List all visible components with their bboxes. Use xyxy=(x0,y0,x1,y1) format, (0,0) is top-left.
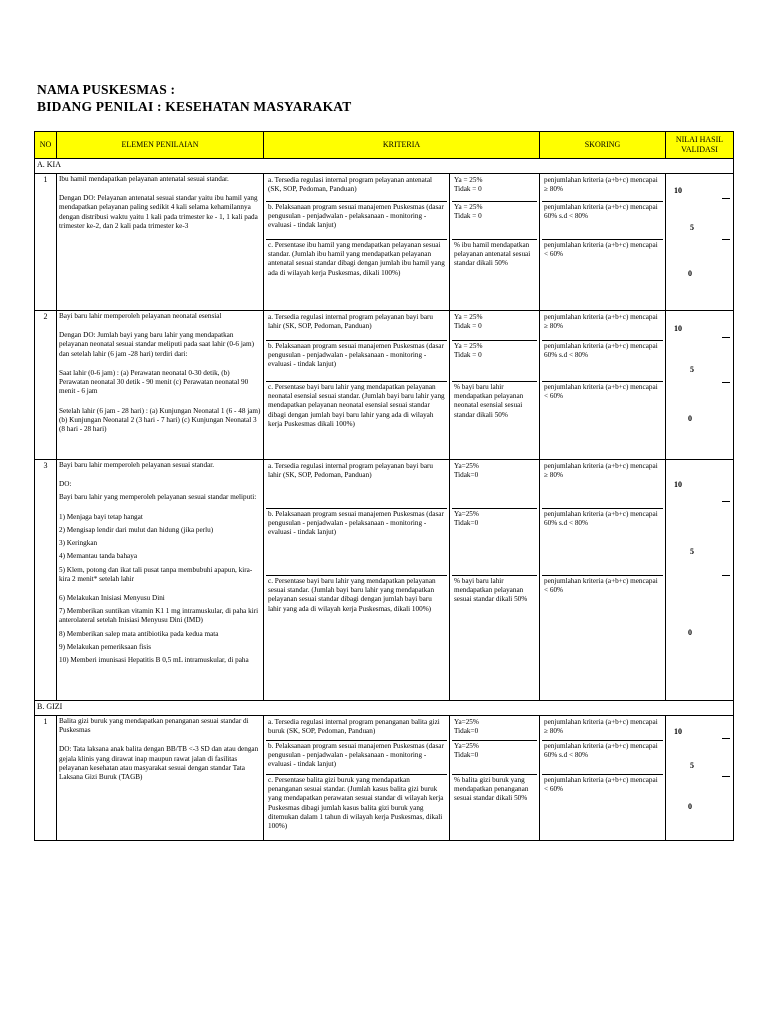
opsi-text: Tidak = 0 xyxy=(454,322,482,331)
opsi-text: Tidak = 0 xyxy=(454,212,482,221)
kriteria-cell xyxy=(264,460,450,701)
kriteria-item: a. Tersedia regulasi internal program penanganan balita gizi buruk (SK, SOP, Pedoman, Panduan) xyxy=(266,717,447,741)
nilai-divider xyxy=(722,198,730,199)
elemen-text: Bayi baru lahir memperoleh pelayanan sesuai standar. xyxy=(59,461,215,469)
nilai-score: 5 xyxy=(690,761,695,770)
elemen-cell xyxy=(57,174,264,311)
skoring-item: penjumlahan kriteria (a+b+c) mencapai ≥ 80% xyxy=(542,717,663,741)
opsi-text: Ya = 25% xyxy=(454,342,483,350)
table-header-row xyxy=(35,132,734,159)
section-row xyxy=(35,159,734,174)
elemen-text: 8) Memberikan salep mata antibiotika pada kedua mata xyxy=(59,629,219,638)
skoring-item: penjumlahan kriteria (a+b+c) mencapai ≥ 80% xyxy=(542,175,663,202)
section-row xyxy=(35,701,734,716)
elemen-text: DO: Tata laksana anak balita dengan BB/TB <-3 SD dan atau dengan gejala klinis yang dirawat inap maupun rawat jalan di fasilitas pelayanan kesehatan atau masyarakat sesuai dengan standar Tata Laksana Gizi Buruk (TAGB) xyxy=(59,745,259,782)
nilai-divider xyxy=(722,501,730,502)
nilai-score: 5 xyxy=(690,365,695,374)
elemen-text: Dengan DO: Jumlah bayi yang baru lahir yang mendapatkan pelayanan neonatal sesuai standar meliputi pada saat lahir (0-6 jam) dan setelah lahir (6 jam -28 hari) terdiri dari: xyxy=(59,331,254,358)
skoring-item: penjumlahan kriteria (a+b+c) mencapai ≥ 80% xyxy=(542,312,663,341)
skoring-item: penjumlahan kriteria (a+b+c) mencapai < 60% xyxy=(544,241,658,259)
kriteria-item: a. Tersedia regulasi internal program pelayanan bayi baru lahir (SK, SOP, Pedoman, Panduan) xyxy=(266,461,447,509)
skoring-cell xyxy=(540,716,666,841)
nilai-score: 10 xyxy=(674,727,683,736)
opsi-text: % ibu hamil mendapatkan pelayanan antenatal sesuai standar dikali 50% xyxy=(454,241,531,268)
col-header-elemen: ELEMEN PENILAIAN xyxy=(57,132,264,159)
kriteria-cell xyxy=(264,174,450,311)
table-row xyxy=(35,174,734,311)
opsi-item xyxy=(452,717,537,741)
nilai-divider xyxy=(722,382,730,383)
elemen-text: Bayi baru lahir yang memperoleh pelayanan sesuai standar meliputi: xyxy=(59,493,257,502)
table-row xyxy=(35,716,734,841)
elemen-text: Setelah lahir (6 jam - 28 hari) : (a) Kunjungan Neonatal 1 (6 - 48 jam) (b) Kunjungan Neonatal 2 (3 hari - 7 hari) (c) Kunjungan Neonatal 3 (8 hari - 28 hari) xyxy=(59,406,261,433)
opsi-text: Ya=25% xyxy=(454,510,479,518)
kriteria-item: b. Pelaksanaan program sesuai manajemen Puskesmas (dasar pengusulan - penjadwalan - pelaksanaan - monitoring - evaluasi - tindak lanjut) xyxy=(266,741,447,775)
nilai-cell xyxy=(666,174,734,311)
elemen-cell xyxy=(57,460,264,701)
nilai-score: 5 xyxy=(690,547,695,556)
kriteria-item: c. Persentase bayi baru lahir yang mendapatkan pelayanan neonatal esensial sesuai standar. (Jumlah bayi baru lahir yang mendapatkan pelayanan neonatal esensial sesuai standar dibagi dengan jumlah bayi baru lahir yang ada di wilayah kerja Puskesmas dikali 100%) xyxy=(268,383,445,428)
row-number: 2 xyxy=(35,311,57,460)
elemen-text: 3) Keringkan xyxy=(59,539,98,548)
nilai-cell xyxy=(666,311,734,460)
table-row xyxy=(35,311,734,460)
table-row xyxy=(35,460,734,701)
kriteria-item: c. Persentase bayi baru lahir yang mendapatkan pelayanan sesuai standar. (Jumlah bayi baru lahir yang mendapatkan pelayanan sesuai standar dibagi dengan jumlah bayi baru lahir yang ada di wilayah kerja Puskesmas, dikali 100%) xyxy=(268,577,436,613)
kriteria-item: a. Tersedia regulasi internal program pelayanan antenatal (SK, SOP, Pedoman, Panduan) xyxy=(266,175,447,202)
opsi-text: Ya=25% xyxy=(454,718,479,726)
kriteria-item: b. Pelaksanaan program sesuai manajemen Puskesmas (dasar pengusulan - penjadwalan - pelaksanaan - monitoring - evaluasi - tindak lanjut) xyxy=(266,341,447,382)
nilai-divider xyxy=(722,776,730,777)
elemen-text: 2) Mengisap lendir dari mulut dan hidung (jika perlu) xyxy=(59,525,214,534)
opsi-item xyxy=(452,461,537,509)
opsi-text: Ya = 25% xyxy=(454,203,483,211)
opsi-text: Tidak=0 xyxy=(454,519,479,528)
opsi-cell xyxy=(450,174,540,311)
nilai-wrap xyxy=(668,175,731,309)
opsi-cell xyxy=(450,460,540,701)
opsi-text: % bayi baru lahir mendapatkan pelayanan sesuai standar dikali 50% xyxy=(454,577,528,604)
nilai-score: 5 xyxy=(690,223,695,232)
opsi-text: Ya=25% xyxy=(454,742,479,750)
opsi-text: Tidak = 0 xyxy=(454,351,482,360)
nilai-score: 10 xyxy=(674,480,683,489)
opsi-text: % balita gizi buruk yang mendapatkan penanganan sesuai standar dikali 50% xyxy=(454,776,529,803)
section-title: A. KIA xyxy=(35,159,734,174)
nilai-score: 0 xyxy=(688,628,693,637)
skoring-cell xyxy=(540,311,666,460)
opsi-text: Ya = 25% xyxy=(454,176,483,184)
form-title-bidang: BIDANG PENILAI : KESEHATAN MASYARAKAT xyxy=(37,99,352,114)
elemen-text: 4) Memantau tanda bahaya xyxy=(59,552,138,561)
elemen-text: 5) Klem, potong dan ikat tali pusat tanpa membubuhi apapun, kira- kira 2 menit* setelah lahir xyxy=(59,565,253,583)
opsi-cell xyxy=(450,311,540,460)
elemen-text: Bayi baru lahir memperoleh pelayanan neonatal esensial xyxy=(59,312,222,320)
opsi-text: Tidak = 0 xyxy=(454,185,482,194)
elemen-text: 6) Melakukan Inisiasi Menyusu Dini xyxy=(59,593,165,602)
opsi-item xyxy=(452,312,537,341)
col-header-nilai: NILAI HASIL VALIDASI xyxy=(666,132,734,159)
kriteria-item: c. Persentase balita gizi buruk yang mendapatkan penanganan sesuai standar. (Jumlah kasus balita gizi buruk yang mendapatkan perawatan sesuai standar di wilayah kerja Puskesmas dibagi jumlah kasus balita gizi buruk yang ditemukan dalam 1 tahun di wilayah kerja Puskesmas, dikali 100%) xyxy=(268,776,444,831)
kriteria-item: a. Tersedia regulasi internal program pelayanan bayi baru lahir (SK, SOP, Pedoman, Panduan) xyxy=(266,312,447,341)
skoring-item: penjumlahan kriteria (a+b+c) mencapai < 60% xyxy=(544,776,658,794)
opsi-item xyxy=(452,202,537,240)
form-title-puskesmas: NAMA PUSKESMAS : xyxy=(37,82,176,97)
elemen-text: Balita gizi buruk yang mendapatkan penanganan sesuai standar di Puskesmas xyxy=(59,717,249,735)
opsi-text: Tidak=0 xyxy=(454,727,479,736)
col-header-skoring: SKORING xyxy=(540,132,666,159)
skoring-cell xyxy=(540,460,666,701)
kriteria-item: c. Persentase ibu hamil yang mendapatkan pelayanan sesuai standar. (Jumlah ibu hamil yang mendapatkan pelayanan antenatal sesuai standar dibagi dengan jumlah ibu hamil yang ada di wilayah kerja Puskesmas, dikali 100%) xyxy=(268,241,445,277)
opsi-item xyxy=(452,341,537,382)
skoring-item: penjumlahan kriteria (a+b+c) mencapai < 60% xyxy=(544,577,658,595)
nilai-wrap xyxy=(668,461,731,699)
assessment-table xyxy=(34,131,734,841)
section-title: B. GIZI xyxy=(35,701,734,716)
col-header-kriteria: KRITERIA xyxy=(264,132,540,159)
opsi-item xyxy=(452,240,537,309)
opsi-text: % bayi baru lahir mendapatkan pelayanan neonatal esensial sesuai standar dikali 50% xyxy=(454,383,524,419)
skoring-cell xyxy=(540,174,666,311)
opsi-item xyxy=(452,576,537,699)
nilai-score: 10 xyxy=(674,324,683,333)
nilai-divider xyxy=(722,738,730,739)
skoring-item: penjumlahan kriteria (a+b+c) mencapai 60% s.d < 80% xyxy=(542,509,663,576)
kriteria-cell xyxy=(264,716,450,841)
skoring-item: penjumlahan kriteria (a+b+c) mencapai 60% s.d < 80% xyxy=(542,741,663,775)
nilai-score: 10 xyxy=(674,186,683,195)
nilai-divider xyxy=(722,239,730,240)
nilai-wrap xyxy=(668,717,731,839)
kriteria-item: b. Pelaksanaan program sesuai manajemen Puskesmas (dasar pengusulan - penjadwalan - pelaksanaan - monitoring - evaluasi - tindak lanjut) xyxy=(266,202,447,240)
opsi-item xyxy=(452,775,537,837)
skoring-item: penjumlahan kriteria (a+b+c) mencapai < 60% xyxy=(544,383,658,401)
row-number: 1 xyxy=(35,174,57,311)
opsi-text: Tidak=0 xyxy=(454,751,479,760)
kriteria-cell xyxy=(264,311,450,460)
elemen-text: 7) Memberikan suntikan vitamin K1 1 mg intramuskular, di paha kiri anterolateral setelah Inisiasi Menyusu Dini (IMD) xyxy=(59,607,259,625)
elemen-text: Dengan DO: Pelayanan antenatal sesuai standar yaitu ibu hamil yang mendapatkan pelayanan paling sedikit 4 kali selama kehamilannya dengan distribusi waktu yaitu 1 kali pada trimester ke - 1, 1 kali pada trimester ke-2, dan 2 kali pada trimester ke-3 xyxy=(59,194,258,230)
row-number: 1 xyxy=(35,716,57,841)
kriteria-item: b. Pelaksanaan program sesuai manajemen Puskesmas (dasar pengusulan - penjadwalan - pelaksanaan - monitoring - evaluasi - tindak lanjut) xyxy=(266,509,447,576)
opsi-text: Tidak=0 xyxy=(454,471,479,480)
nilai-cell xyxy=(666,460,734,701)
skoring-item: penjumlahan kriteria (a+b+c) mencapai 60% s.d < 80% xyxy=(542,202,663,240)
nilai-score: 0 xyxy=(688,269,693,278)
elemen-text: Saat lahir (0-6 jam) : (a) Perawatan neonatal 0-30 detik, (b) Perawatan neonatal 30 detik - 90 menit (c) Perawatan neonatal 90 menit - 6 jam xyxy=(59,368,249,396)
opsi-text: Ya=25% xyxy=(454,462,479,470)
elemen-cell xyxy=(57,716,264,841)
elemen-cell xyxy=(57,311,264,460)
elemen-text: DO: xyxy=(59,480,72,489)
nilai-score: 0 xyxy=(688,414,693,423)
nilai-divider xyxy=(722,575,730,576)
opsi-cell xyxy=(450,716,540,841)
opsi-item xyxy=(452,741,537,775)
elemen-text: 1) Menjaga bayi tetap hangat xyxy=(59,512,143,521)
row-number: 3 xyxy=(35,460,57,701)
skoring-item: penjumlahan kriteria (a+b+c) mencapai 60% s.d < 80% xyxy=(542,341,663,382)
nilai-divider xyxy=(722,337,730,338)
skoring-item: penjumlahan kriteria (a+b+c) mencapai ≥ 80% xyxy=(542,461,663,509)
opsi-item xyxy=(452,175,537,202)
opsi-item xyxy=(452,382,537,457)
opsi-text: Ya = 25% xyxy=(454,313,483,321)
opsi-item xyxy=(452,509,537,576)
nilai-wrap xyxy=(668,312,731,458)
elemen-text: Ibu hamil mendapatkan pelayanan antenatal sesuai standar. xyxy=(59,175,229,183)
nilai-cell xyxy=(666,716,734,841)
elemen-text: 10) Memberi imunisasi Hepatitis B 0,5 mL intramuskular, di paha xyxy=(59,656,249,665)
elemen-text: 9) Melakukan pemeriksaan fisis xyxy=(59,642,152,651)
col-header-no: NO xyxy=(35,132,57,159)
nilai-score: 0 xyxy=(688,802,693,811)
